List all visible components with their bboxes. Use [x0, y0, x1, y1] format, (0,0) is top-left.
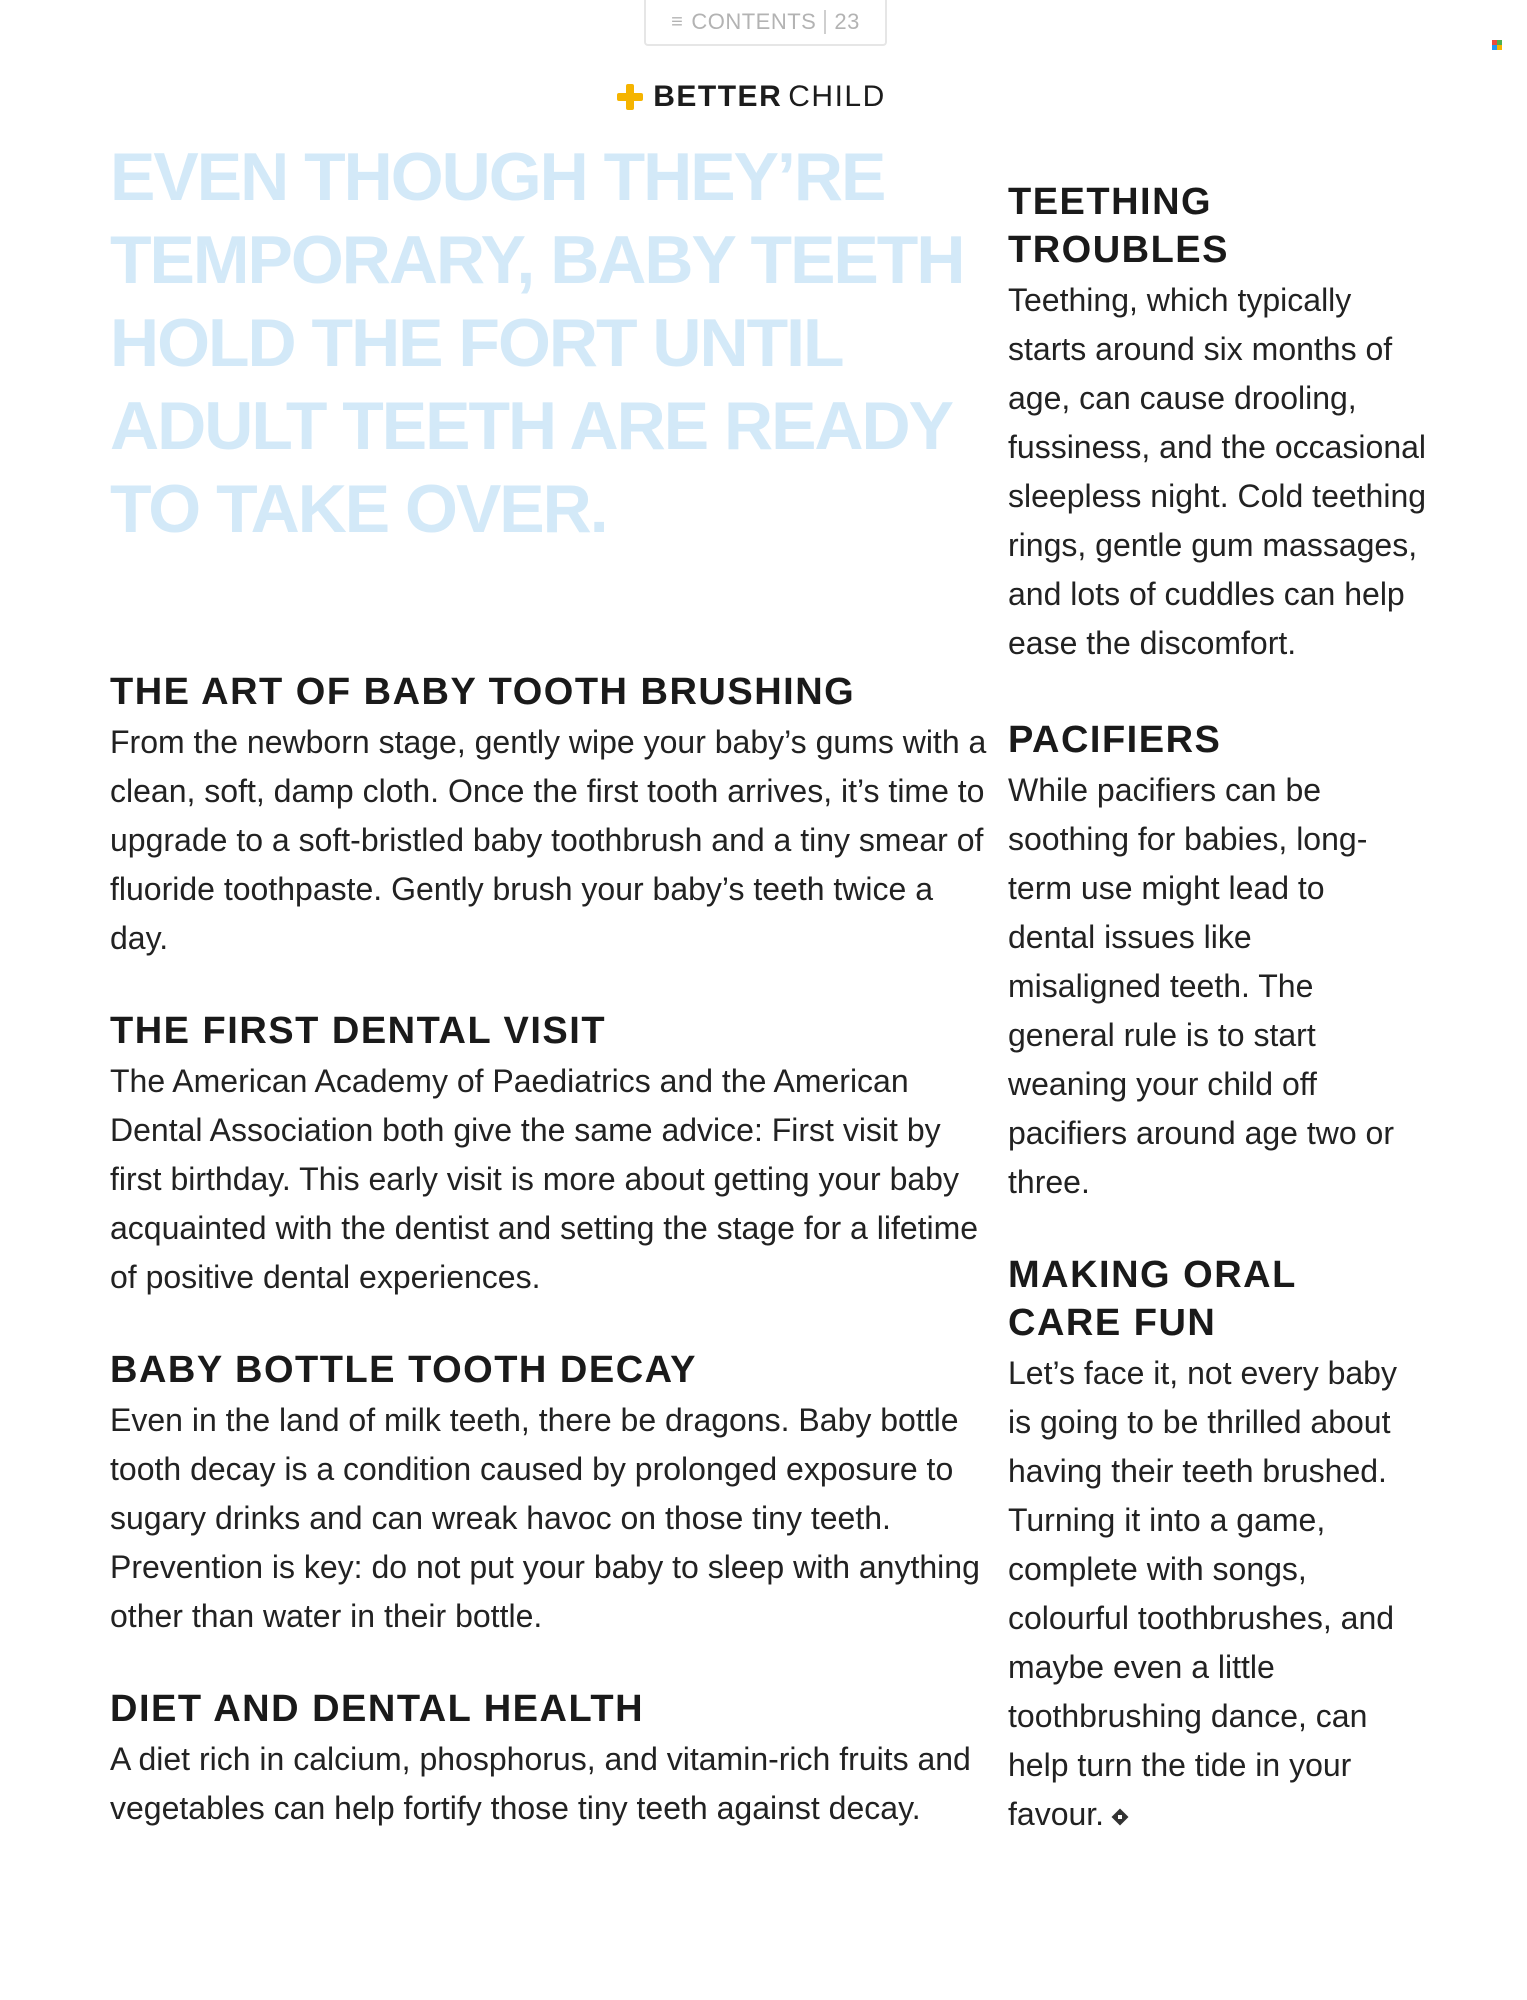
- section-heading: THE FIRST DENTAL VISIT: [110, 1010, 607, 1052]
- article-section: [1008, 716, 1448, 1207]
- section-brand: [0, 80, 1527, 114]
- right-column: [1008, 178, 1448, 1883]
- brand-light: CHILD: [788, 80, 886, 113]
- article-section: [110, 1346, 990, 1641]
- article-section: [1008, 178, 1448, 668]
- pull-quote: EVEN THOUGH THEY’RE TEMPORARY, BABY TEETH HOLD THE FORT UNTIL ADULT TEETH ARE READY TO TAKE OVER.: [110, 139, 964, 547]
- section-body: The American Academy of Paediatrics and the American Dental Association both give the same advice: First visit by first birthday. This early visit is more about getting your baby acquainted with the dentist and setting the stage for a lifetime of positive dental experiences.: [110, 1063, 979, 1295]
- section-body: While pacifiers can be soothing for babies, long-term use might lead to dental issues like misaligned teeth. The general rule is to start weaning your child off pacifiers around age two or three.: [1008, 772, 1394, 1200]
- corner-logo-icon: [1492, 40, 1502, 50]
- menu-icon: ≡: [671, 10, 684, 33]
- left-column: [110, 668, 990, 1877]
- section-heading: TEETHING TROUBLES: [1008, 181, 1229, 271]
- section-body: A diet rich in calcium, phosphorus, and vitamin-rich fruits and vegetables can help fortify those tiny teeth against decay.: [110, 1741, 971, 1826]
- section-heading: THE ART OF BABY TOOTH BRUSHING: [110, 671, 856, 713]
- article-section: [110, 668, 990, 963]
- contents-tab[interactable]: [644, 0, 887, 46]
- section-body: [1008, 1349, 1428, 1839]
- section-body-text: Let’s face it, not every baby is going to be thrilled about having their teeth brushed. Turning it into a game, complete with songs, colourful toothbrushes, and maybe even a little toothbrushing dance, can help turn the tide in your favour.: [1008, 1355, 1397, 1832]
- divider: [824, 10, 826, 34]
- section-body: Teething, which typically starts around six months of age, can cause drooling, fussiness, and the occasional sleepless night. Cold teething rings, gentle gum massages, and lots of cuddles can help ease the discomfort.: [1008, 282, 1427, 661]
- section-heading: MAKING ORAL CARE FUN: [1008, 1254, 1297, 1344]
- section-heading: DIET AND DENTAL HEALTH: [110, 1688, 645, 1730]
- page-number: 23: [834, 9, 860, 34]
- section-heading: BABY BOTTLE TOOTH DECAY: [110, 1349, 697, 1391]
- section-body: Even in the land of milk teeth, there be dragons. Baby bottle tooth decay is a condition caused by prolonged exposure to sugary drinks and can wreak havoc on those tiny teeth. Prevention is key: do not put your baby to sleep with anything other than water in their bottle.: [110, 1402, 980, 1634]
- brand-bold: BETTER: [653, 80, 783, 113]
- article-section: [110, 1007, 990, 1302]
- article-section: [1008, 1251, 1448, 1839]
- plus-icon: [617, 84, 643, 110]
- section-heading: PACIFIERS: [1008, 719, 1222, 761]
- end-mark-icon: [1112, 1809, 1128, 1825]
- article-section: [110, 1685, 990, 1833]
- section-body: From the newborn stage, gently wipe your baby’s gums with a clean, soft, damp cloth. Once the first tooth arrives, it’s time to upgrade to a soft-bristled baby toothbrush and a tiny smear of fluoride toothpaste. Gently brush your baby’s teeth twice a day.: [110, 724, 987, 956]
- contents-label: CONTENTS: [691, 9, 817, 34]
